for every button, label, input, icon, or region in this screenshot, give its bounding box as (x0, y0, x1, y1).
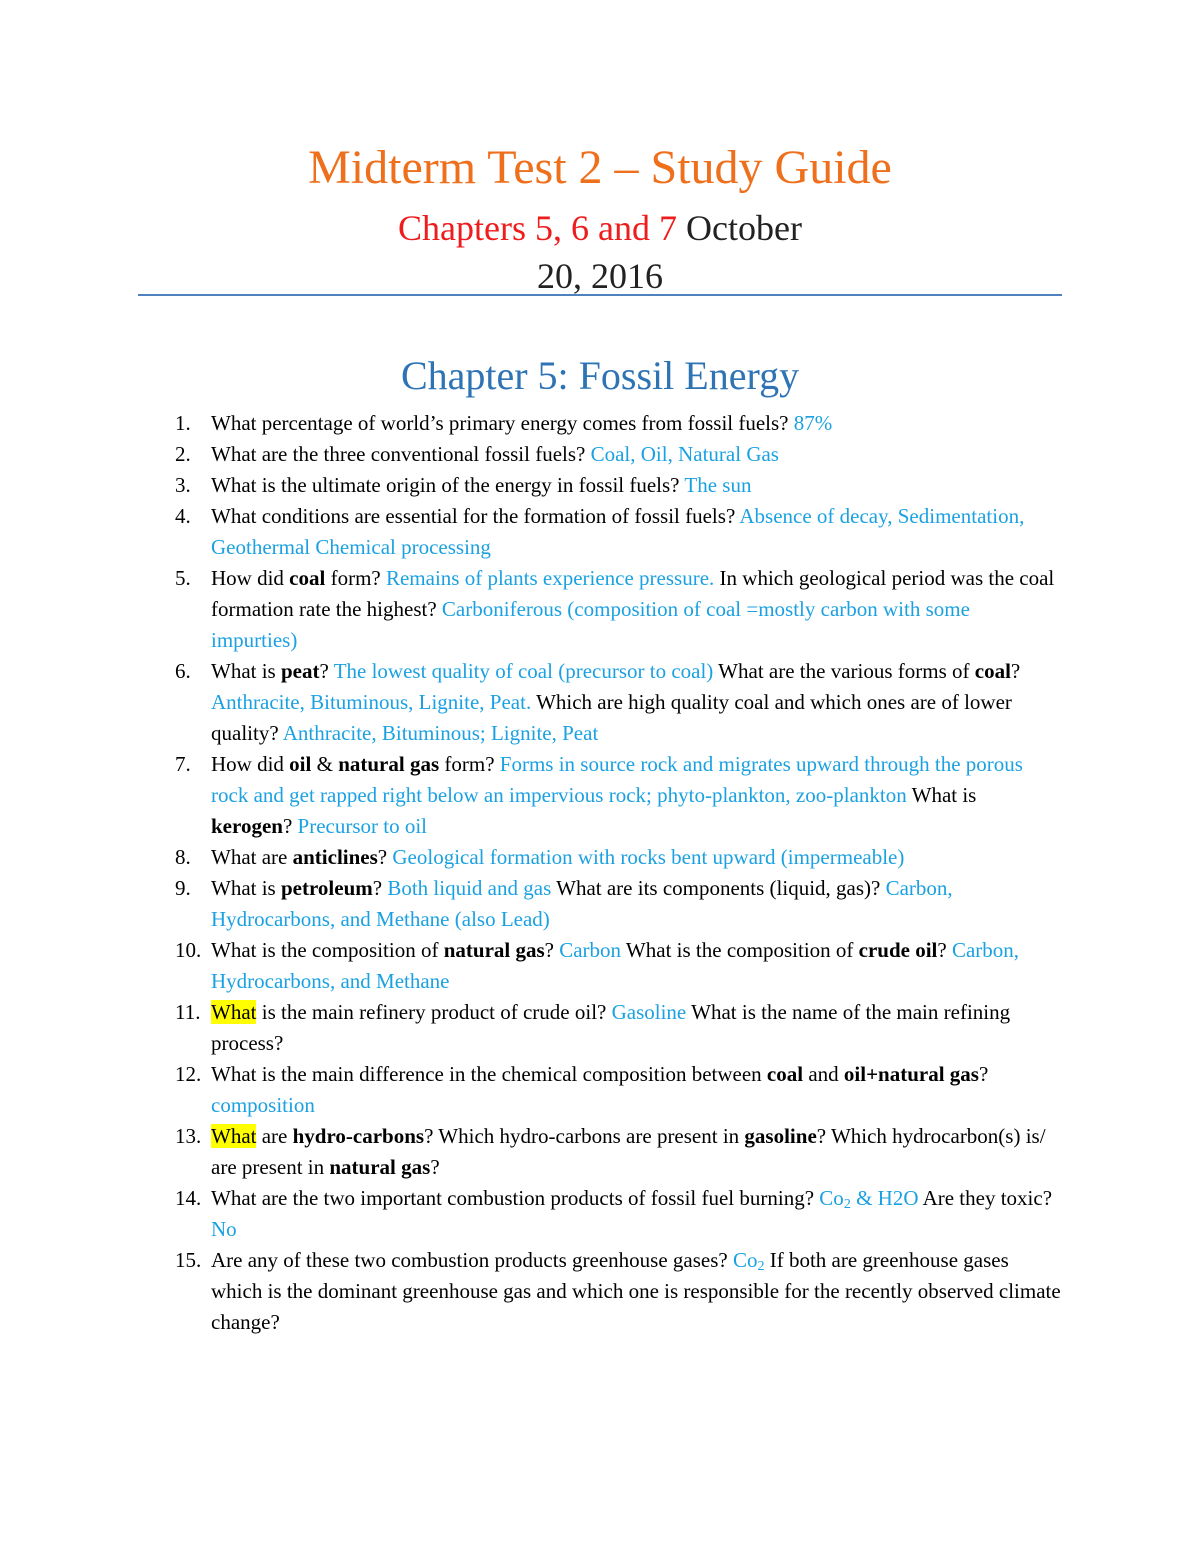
question-number: 10. (175, 938, 202, 962)
question-number: 4. (175, 504, 191, 528)
question-text: Are any of these two combustion products greenhouse gases? (211, 1248, 733, 1272)
question-item (0, 1121, 1061, 1183)
highlighted-text: What (211, 1124, 257, 1148)
title-divider (138, 294, 1062, 296)
question-number: 3. (175, 473, 191, 497)
question-item (0, 501, 1061, 563)
answer-text: & H2O (850, 1186, 919, 1210)
question-text: How did (211, 752, 290, 776)
question-item (0, 842, 1061, 873)
answer-text: Carbon, Hydrocarbons, and Methane (211, 938, 1020, 993)
bold-term: natural gas (443, 938, 545, 962)
answer-text: Co (819, 1186, 844, 1210)
question-item (0, 563, 1061, 656)
answer-text: Carboniferous (composition of coal =mostly carbon with some impurties) (211, 597, 970, 652)
question-text: What percentage of world’s primary energy comes from fossil fuels? (211, 411, 794, 435)
question-text: ? (377, 845, 393, 869)
question-text: Are they toxic? (918, 1186, 1053, 1210)
bold-term: peat (280, 659, 320, 683)
answer-text: Geological formation with rocks bent upward (impermeable) (392, 845, 905, 869)
question-text: ? (1010, 659, 1021, 683)
question-item (0, 1183, 1061, 1245)
question-text: What is the ultimate origin of the energy in fossil fuels? (211, 473, 685, 497)
question-text: In which geological period was the coal formation rate the highest? (211, 566, 1055, 621)
question-text: If both are greenhouse gases which is the dominant greenhouse gas and which one is responsible for the recently observed climate change? (211, 1248, 1061, 1334)
question-text: ? (372, 876, 388, 900)
question-text: ? (978, 1062, 989, 1086)
question-number: 9. (175, 876, 191, 900)
answer-text: Co (732, 1248, 758, 1272)
answer-text: Gasoline (611, 1000, 687, 1024)
answer-text: Carbon, Hydrocarbons, and Methane (also Lead) (211, 876, 953, 931)
bold-term: oil+natural gas (843, 1062, 979, 1086)
question-text: is the main refinery product of crude oil? (256, 1000, 612, 1024)
question-item (0, 656, 1061, 749)
question-text: and (803, 1062, 844, 1086)
question-text: ? (282, 814, 298, 838)
question-number: 13. (175, 1124, 202, 1148)
question-text: What are (211, 845, 293, 869)
question-text: What are the various forms of (713, 659, 975, 683)
bold-term: hydro-carbons (292, 1124, 425, 1148)
question-number: 1. (175, 411, 191, 435)
highlighted-text: What (211, 1000, 257, 1024)
bold-term: oil (289, 752, 312, 776)
question-item (0, 408, 1061, 439)
question-text: Which are high quality coal and which ones are of lower quality? (211, 690, 1012, 745)
answer-text: 87% (793, 411, 833, 435)
date-label-day-year: 20, 2016 (537, 256, 663, 296)
answer-text: Both liquid and gas (387, 876, 552, 900)
bold-term: anticlines (292, 845, 378, 869)
question-text: What is (906, 783, 977, 807)
question-number: 11. (175, 1000, 201, 1024)
question-text: What are the three conventional fossil fuels? (211, 442, 591, 466)
answer-text: Carbon (559, 938, 622, 962)
chapter-heading: Chapter 5: Fossil Energy (400, 353, 800, 398)
question-text: ? (430, 1155, 440, 1179)
answer-text: No (211, 1217, 237, 1241)
bold-term: kerogen (211, 814, 283, 838)
bold-term: coal (766, 1062, 804, 1086)
question-number: 7. (175, 752, 191, 776)
question-text: ? Which hydrocarbon(s) is/ are present in (211, 1124, 1046, 1179)
answer-subscript: 2 (843, 1197, 851, 1212)
answer-text: Forms in source rock and migrates upward through the porous rock and get rapped right below an impervious rock; phyto-plankton, zoo-plankton (211, 752, 1023, 807)
bold-term: coal (289, 566, 326, 590)
question-item (0, 439, 1061, 470)
answer-text: The sun (684, 473, 752, 497)
bold-term: petroleum (280, 876, 373, 900)
question-text: are (256, 1124, 293, 1148)
question-text: & (311, 752, 339, 776)
question-item (0, 470, 1061, 501)
bold-term: natural gas (329, 1155, 431, 1179)
question-list (0, 408, 1200, 1338)
question-number: 15. (175, 1248, 202, 1272)
bold-term: crude oil (858, 938, 938, 962)
question-text: What conditions are essential for the formation of fossil fuels? (211, 504, 740, 528)
answer-text: Precursor to oil (297, 814, 428, 838)
question-number: 14. (175, 1186, 202, 1210)
question-number: 8. (175, 845, 191, 869)
question-item (0, 1059, 1061, 1121)
question-item (0, 1245, 1061, 1338)
bold-term: natural gas (338, 752, 440, 776)
question-item (0, 873, 1061, 935)
question-item (0, 749, 1061, 842)
chapters-label: Chapters 5, 6 and 7 (398, 208, 677, 248)
question-text: ? (544, 938, 560, 962)
question-item (0, 935, 1061, 997)
answer-text: Anthracite, Bituminous; Lignite, Peat (282, 721, 599, 745)
date-label-month: October (677, 208, 802, 248)
bold-term: coal (974, 659, 1011, 683)
question-text: form? (325, 566, 386, 590)
question-text: What are the two important combustion products of fossil fuel burning? (211, 1186, 820, 1210)
question-text: How did (211, 566, 290, 590)
answer-text: composition (211, 1093, 315, 1117)
question-item (0, 997, 1061, 1059)
question-text: form? (439, 752, 500, 776)
question-text: ? (937, 938, 952, 962)
answer-text: Remains of plants experience pressure. (385, 566, 715, 590)
question-text: What are its components (liquid, gas)? (551, 876, 886, 900)
question-text: What is (211, 659, 281, 683)
question-number: 6. (175, 659, 191, 683)
answer-text: Coal, Oil, Natural Gas (590, 442, 779, 466)
answer-subscript: 2 (757, 1259, 765, 1274)
bold-term: gasoline (744, 1124, 817, 1148)
page-title: Midterm Test 2 – Study Guide (308, 141, 892, 194)
question-text: ? (319, 659, 334, 683)
question-text: What is the composition of (621, 938, 859, 962)
answer-text: The lowest quality of coal (precursor to coal) (333, 659, 714, 683)
answer-text: Absence of decay, Sedimentation, Geothermal Chemical processing (211, 504, 1025, 559)
answer-text: Anthracite, Bituminous, Lignite, Peat. (211, 690, 532, 714)
question-number: 12. (175, 1062, 202, 1086)
question-text: What is the main difference in the chemical composition between (211, 1062, 767, 1086)
question-number: 2. (175, 442, 191, 466)
question-number: 5. (175, 566, 191, 590)
question-text: ? Which hydro-carbons are present in (424, 1124, 745, 1148)
question-text: What is the name of the main refining process? (211, 1000, 1011, 1055)
question-text: What is (211, 876, 281, 900)
question-text: What is the composition of (211, 938, 444, 962)
page-subtitle (250, 204, 950, 300)
